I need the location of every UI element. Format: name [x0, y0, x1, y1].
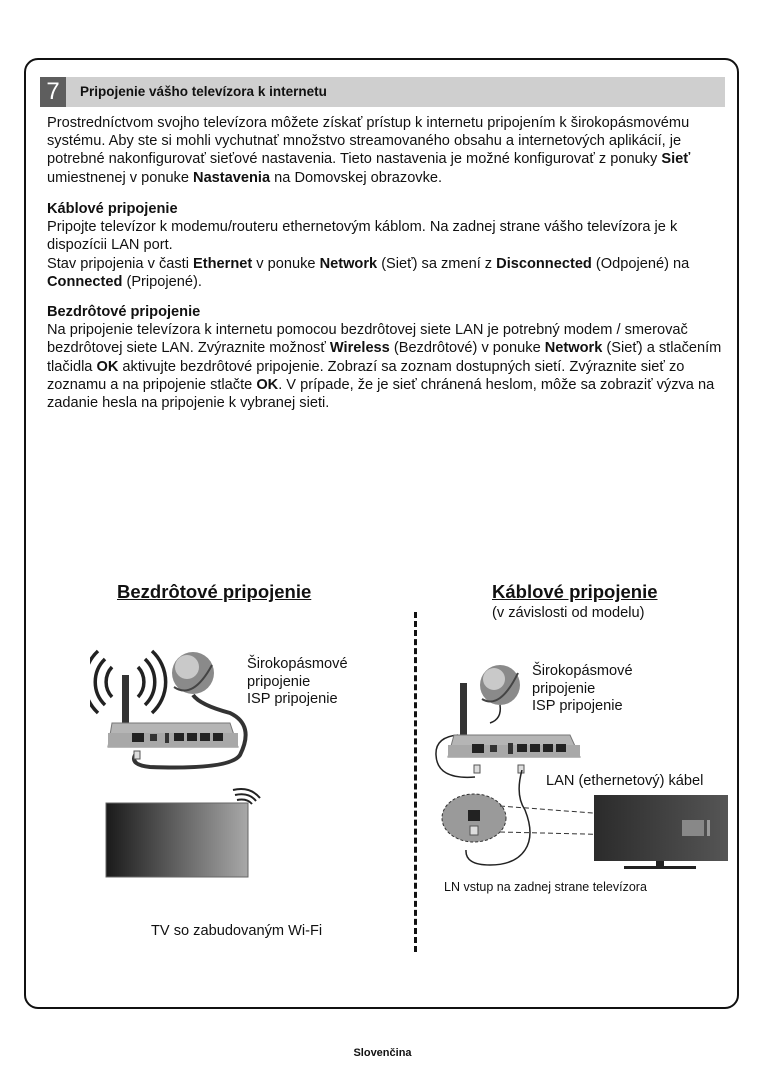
bold-disconnected: Disconnected [496, 255, 592, 272]
section-header [40, 77, 725, 107]
intro-bold-nastavenia: Nastavenia [193, 169, 271, 186]
tv-port-panel [682, 820, 704, 836]
text: aktivujte bezdrôtové pripojenie. Zobrazí sa zoznam dostupných sietí. Zvýraznite sieť zo zoznamu a na pripojenie stlačte [47, 358, 685, 393]
text: Stav pripojenia v časti [47, 255, 194, 272]
wired-diagram-title: Káblové pripojenie [492, 581, 658, 602]
text: (Sieť) sa zmení z [377, 255, 497, 272]
section-number: 7 [40, 77, 66, 107]
bold-wireless: Wireless [329, 340, 390, 357]
tv-lan-port-illustration [430, 770, 730, 875]
intro-text: Prostredníctvom svojho televízora môžete získať prístup k internetu pripojením k širokopásmovému systému. Aby ste si mohli vychutnať množstvo streamovaného obsahu a internetových aplikácií, je potrebné nakonfigurovať sieťové nastavenia. Tieto nastavenia je možné konfigurovať z ponuky [47, 115, 690, 168]
wireless-isp-label-2: pripojenie [247, 674, 311, 690]
text: Na pripojenie televízora k internetu pomocou bezdrôtovej siete LAN je potrebný modem / smerovač bezdrôtovej siete LAN. Zvýraznite možnosť [47, 322, 688, 357]
footer-language: Slovenčina [353, 1047, 412, 1059]
intro-text: na Domovskej obrazovke. [270, 169, 443, 186]
lan-port-icon [468, 810, 480, 821]
bold-connected: Connected [47, 273, 123, 290]
bold-network: Network [544, 340, 603, 357]
tv-wifi-icon [233, 789, 260, 804]
wireless-diagram-title: Bezdrôtové pripojenie [117, 581, 312, 602]
wired-isp-label-2: pripojenie [532, 681, 596, 697]
wifi-tv-illustration [105, 780, 275, 880]
wireless-heading: Bezdrôtové pripojenie [47, 304, 201, 320]
wireless-isp-label-1: Širokopásmové [247, 656, 348, 672]
text: (Pripojené). [122, 273, 202, 290]
bold-ok: OK [96, 358, 119, 375]
bold-network: Network [319, 255, 378, 272]
wired-paragraph-2 [47, 255, 737, 291]
wireless-tv-caption: TV so zabudovaným Wi-Fi [151, 923, 323, 939]
wired-diagram-subtitle: (v závislosti od modelu) [492, 605, 645, 621]
wireless-isp-label-3: ISP pripojenie [247, 691, 338, 707]
bold-ok: OK [256, 376, 279, 393]
tv-screen [106, 803, 248, 877]
tv-stand [624, 866, 696, 869]
globe-icon [172, 652, 214, 694]
wired-heading: Káblové pripojenie [47, 201, 178, 217]
bold-ethernet: Ethernet [193, 255, 253, 272]
intro-paragraph [47, 114, 737, 187]
text: v ponuke [252, 255, 320, 272]
section-title: Pripojenie vášho televízora k internetu [80, 84, 327, 99]
text: (Sieť) a stlačením tlačidla [47, 340, 722, 375]
wireless-section [47, 303, 737, 412]
diagram-divider [414, 612, 417, 952]
wired-section [47, 200, 737, 291]
intro-text: umiestnenej v ponuke [47, 169, 194, 186]
text: (Odpojené) na [591, 255, 690, 272]
text: . V prípade, že je sieť chránená heslom, môže sa zobraziť výzva na zadanie hesla na pripojenie k vybranej sieti. [47, 376, 715, 412]
text: (Bezdrôtové) v ponuke [389, 340, 545, 357]
lan-port-caption: LN vstup na zadnej strane televízora [444, 880, 647, 894]
wireless-paragraph [47, 321, 737, 412]
wired-paragraph-1: Pripojte televízor k modemu/routeru ethernetovým káblom. Na zadnej strane vášho televízora je k dispozícii LAN port. [47, 219, 678, 254]
wired-isp-label-1: Širokopásmové [532, 663, 633, 679]
lan-cable-label: LAN (ethernetový) kábel [546, 773, 704, 789]
globe-icon [480, 665, 520, 705]
wireless-router-illustration [90, 645, 270, 775]
wired-isp-label-3: ISP pripojenie [532, 698, 623, 714]
intro-bold-siet: Sieť [661, 151, 691, 168]
